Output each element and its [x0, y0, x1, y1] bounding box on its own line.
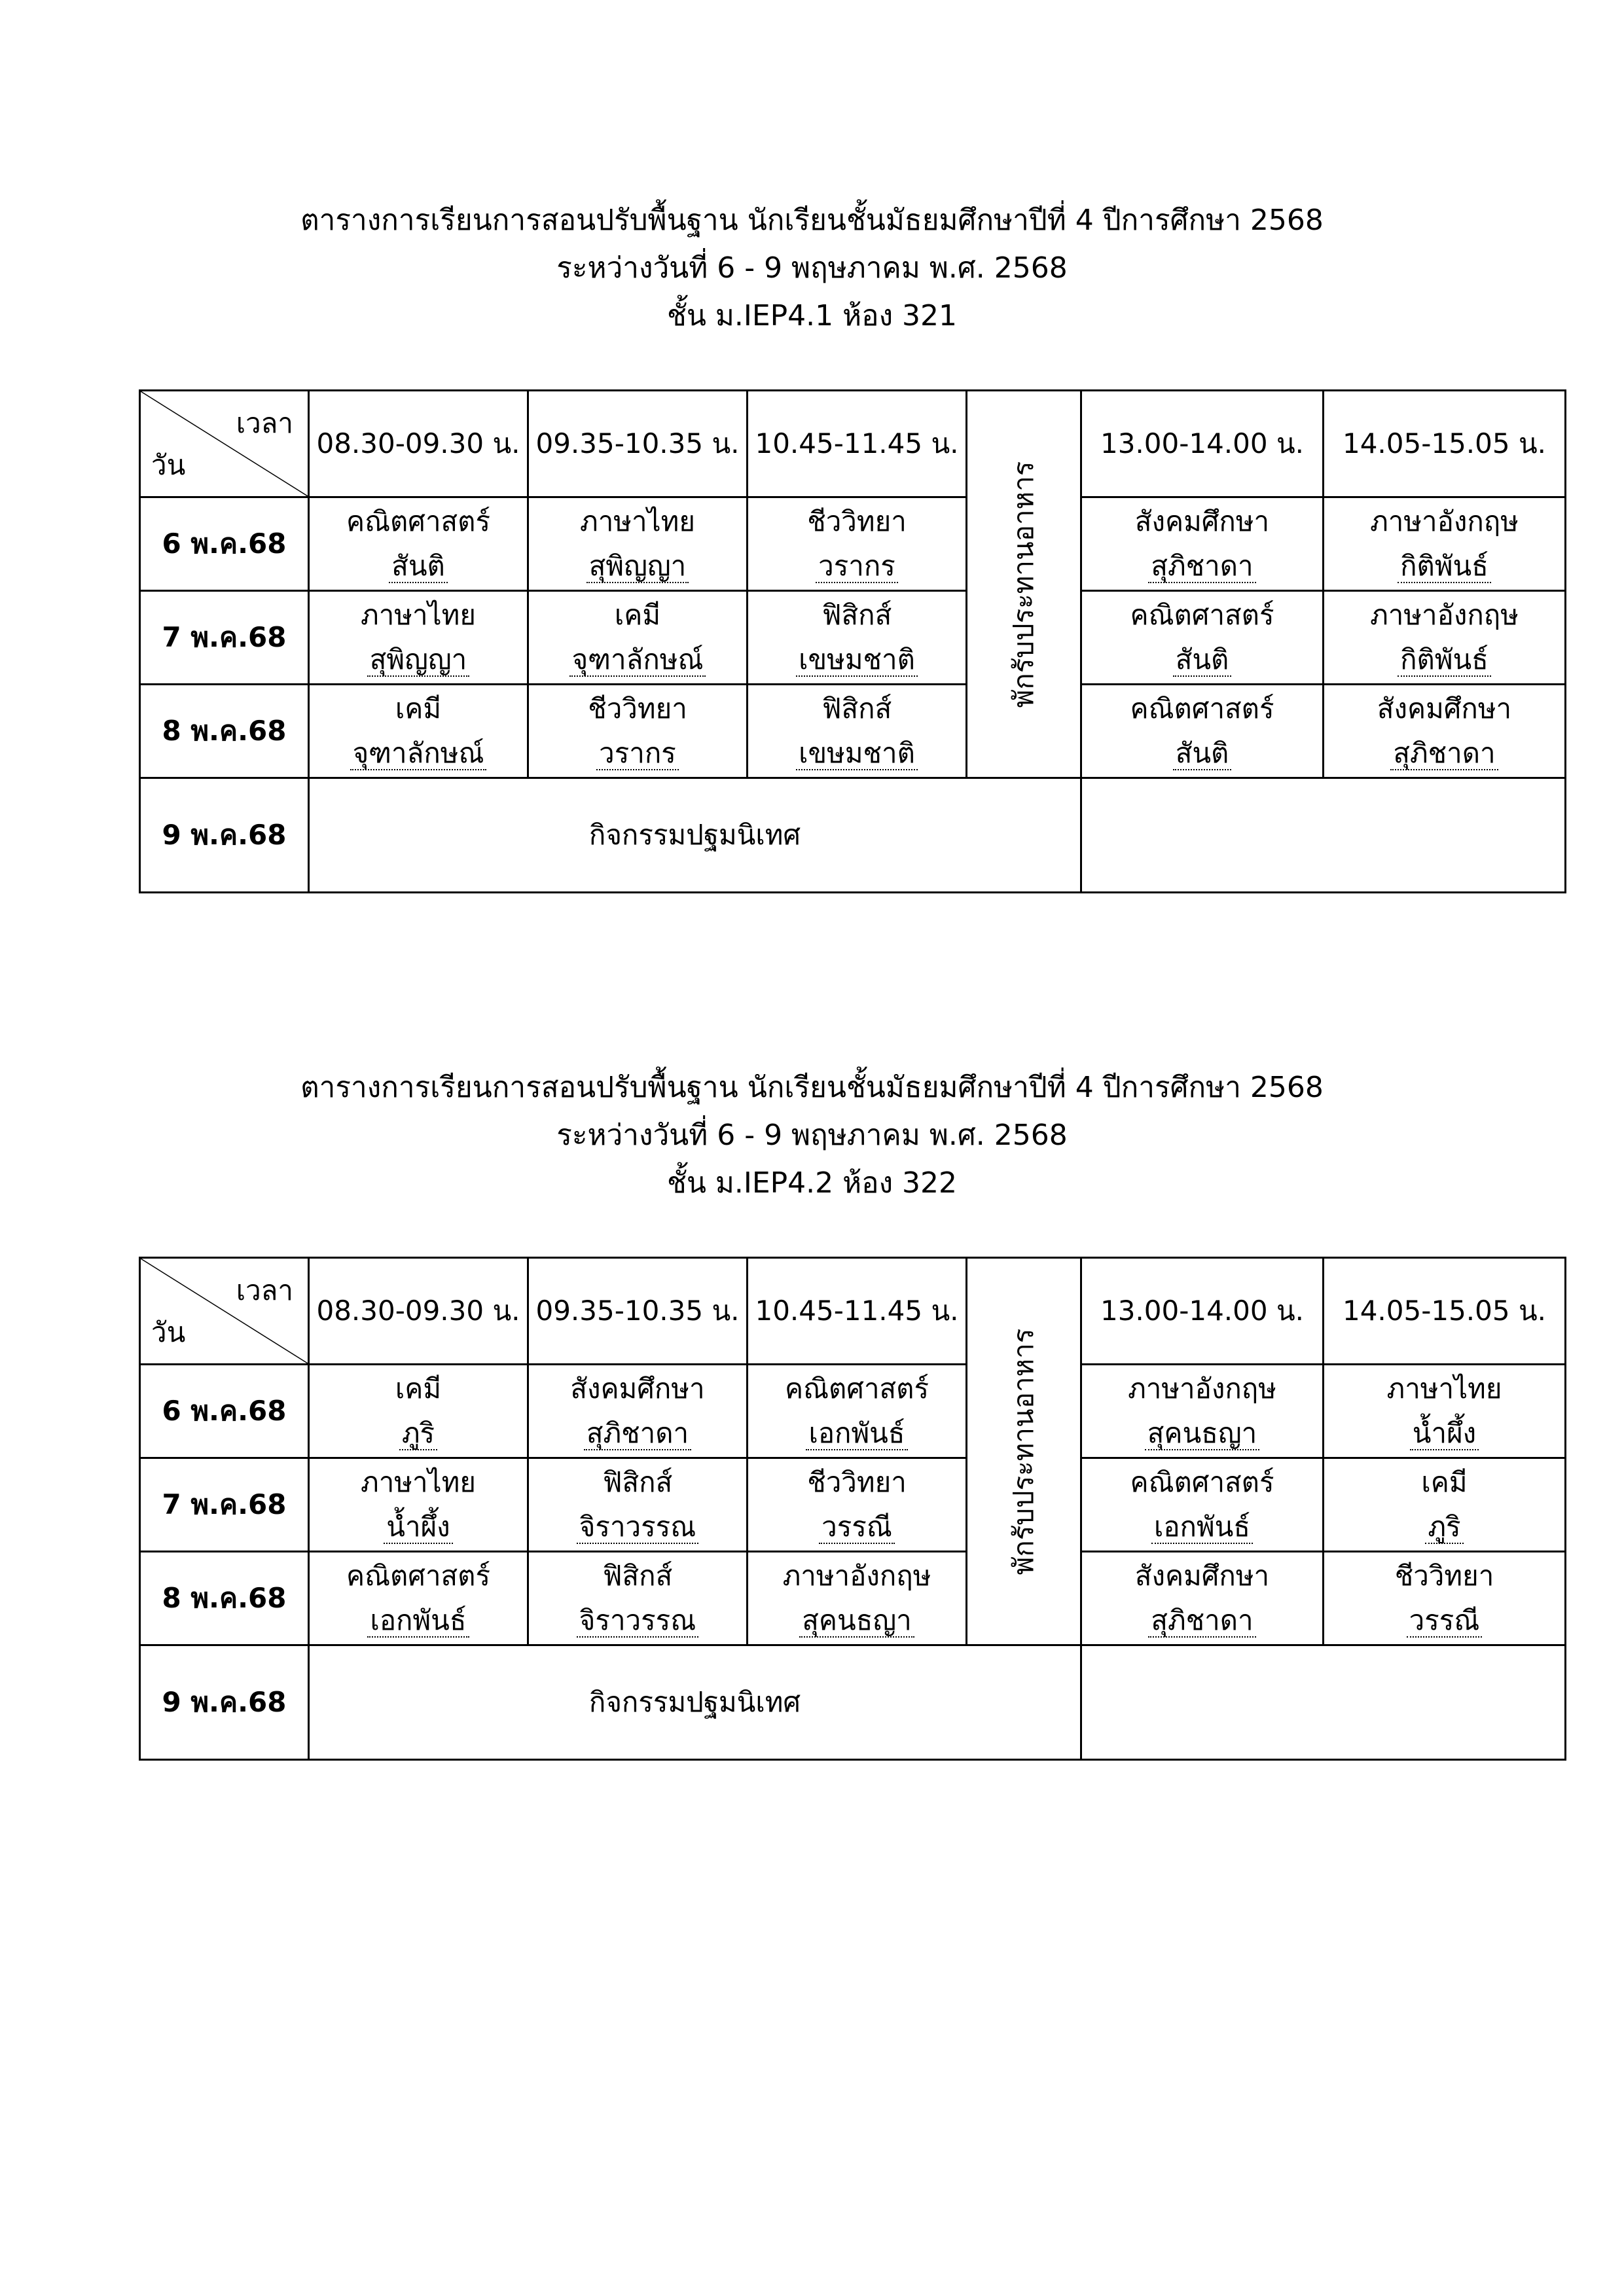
class-cell — [309, 591, 528, 685]
class-cell — [528, 685, 748, 778]
class-cell — [1081, 497, 1324, 591]
teacher: จุฑาลักษณ์ — [569, 643, 706, 677]
teacher: สันติ — [1173, 643, 1232, 677]
day-row — [140, 685, 1566, 778]
subject: ภาษาอังกฤษ — [782, 1560, 931, 1592]
orientation-row — [140, 778, 1566, 893]
subject: สังคมศึกษา — [1134, 1560, 1270, 1592]
subject: สังคมศึกษา — [1377, 692, 1512, 725]
teacher: วรรณี — [1407, 1604, 1483, 1638]
corner-label-day: วัน — [151, 1316, 186, 1348]
schedule-room: ชั้น ม.IEP4.1 ห้อง 321 — [666, 299, 958, 332]
class-cell — [748, 1552, 967, 1645]
teacher: สุพิญญา — [586, 550, 689, 583]
class-cell — [1081, 685, 1324, 778]
subject: ภาษาอังกฤษ — [1370, 599, 1519, 631]
day-row — [140, 591, 1566, 685]
subject: คณิตศาสตร์ — [346, 505, 491, 537]
schedule-title: ตารางการเรียนการสอนปรับพื้นฐาน นักเรียนชั้นมัธยมศึกษาปีที่ 4 ปีการศึกษา 2568 — [300, 204, 1324, 237]
time-slot-header: 13.00-14.00 น. — [1081, 391, 1324, 497]
teacher: จิราวรรณ — [577, 1511, 698, 1544]
class-cell — [1081, 1552, 1324, 1645]
teacher: กิติพันธ์ — [1398, 550, 1491, 583]
subject: เคมี — [1421, 1466, 1468, 1498]
teacher: วรากร — [596, 737, 679, 770]
teacher: น้ำผึ้ง — [384, 1511, 452, 1544]
class-cell — [1081, 1365, 1324, 1458]
subject: ชีววิทยา — [807, 505, 907, 537]
teacher: จิราวรรณ — [577, 1604, 698, 1638]
subject: ฟิสิกส์ — [602, 1560, 673, 1592]
class-cell — [748, 1458, 967, 1552]
subject: เคมี — [395, 1372, 442, 1405]
subject: คณิตศาสตร์ — [1130, 599, 1274, 631]
empty-afternoon-cell — [1081, 1645, 1566, 1760]
class-cell — [528, 497, 748, 591]
teacher: ภูริ — [399, 1417, 437, 1450]
teacher: น้ำผึ้ง — [1410, 1417, 1479, 1450]
corner-cell — [140, 391, 309, 497]
subject: สังคมศึกษา — [1134, 505, 1270, 537]
day-label: 7 พ.ค.68 — [140, 1458, 309, 1552]
teacher: วรรณี — [819, 1511, 895, 1544]
class-cell — [1324, 1365, 1566, 1458]
day-label: 9 พ.ค.68 — [140, 778, 309, 893]
subject: สังคมศึกษา — [570, 1372, 705, 1405]
lunch-break-label: พักรับประทานอาหาร — [1007, 1328, 1039, 1575]
subject: ฟิสิกส์ — [821, 692, 892, 725]
schedule-iep41 — [0, 196, 1624, 851]
day-label: 9 พ.ค.68 — [140, 1645, 309, 1760]
day-row — [140, 497, 1566, 591]
subject: ภาษาไทย — [361, 599, 476, 631]
time-slot-header: 14.05-15.05 น. — [1324, 1258, 1566, 1365]
class-cell — [309, 1552, 528, 1645]
time-slot-header: 13.00-14.00 น. — [1081, 1258, 1324, 1365]
teacher: สุภิชาดา — [1148, 1604, 1255, 1638]
time-slot-header: 14.05-15.05 น. — [1324, 391, 1566, 497]
class-cell — [1324, 1552, 1566, 1645]
class-cell — [528, 1365, 748, 1458]
teacher: สุคนธญา — [799, 1604, 914, 1638]
class-cell — [748, 685, 967, 778]
schedule-heading — [0, 1064, 1624, 1207]
orientation-row — [140, 1645, 1566, 1760]
time-slot-header: 09.35-10.35 น. — [528, 1258, 748, 1365]
subject: ชีววิทยา — [1394, 1560, 1494, 1592]
teacher: เอกพันธ์ — [806, 1417, 907, 1450]
schedule-period: ระหว่างวันที่ 6 - 9 พฤษภาคม พ.ศ. 2568 — [556, 251, 1068, 285]
teacher: วรากร — [816, 550, 898, 583]
class-cell — [1324, 1458, 1566, 1552]
teacher: กิติพันธ์ — [1398, 643, 1491, 677]
class-cell — [309, 1365, 528, 1458]
teacher: ภูริ — [1425, 1511, 1463, 1544]
class-cell — [748, 497, 967, 591]
teacher: สันติ — [389, 550, 448, 583]
teacher: สุภิชาดา — [1390, 737, 1498, 770]
class-cell — [528, 1458, 748, 1552]
subject: ภาษาอังกฤษ — [1370, 505, 1519, 537]
time-slot-header: 08.30-09.30 น. — [309, 391, 528, 497]
class-cell — [748, 591, 967, 685]
subject: ชีววิทยา — [588, 692, 687, 725]
subject: คณิตศาสตร์ — [1130, 692, 1274, 725]
class-cell — [309, 497, 528, 591]
class-cell — [1324, 591, 1566, 685]
subject: คณิตศาสตร์ — [1130, 1466, 1274, 1498]
day-row — [140, 1365, 1566, 1458]
timetable — [139, 389, 1566, 893]
time-slot-header: 08.30-09.30 น. — [309, 1258, 528, 1365]
teacher: เอกพันธ์ — [367, 1604, 469, 1638]
corner-label-time: เวลา — [236, 1274, 293, 1306]
schedule-iep42 — [0, 1064, 1624, 1718]
subject: เคมี — [395, 692, 442, 725]
subject: คณิตศาสตร์ — [784, 1372, 929, 1405]
timetable — [139, 1257, 1566, 1761]
teacher: เขษมชาติ — [796, 737, 918, 770]
schedule-room: ชั้น ม.IEP4.2 ห้อง 322 — [666, 1166, 958, 1200]
corner-cell — [140, 1258, 309, 1365]
subject: คณิตศาสตร์ — [346, 1560, 491, 1592]
time-slot-header: 10.45-11.45 น. — [748, 1258, 967, 1365]
class-cell — [309, 685, 528, 778]
class-cell — [1081, 1458, 1324, 1552]
day-label: 8 พ.ค.68 — [140, 685, 309, 778]
day-row — [140, 1458, 1566, 1552]
timetable-header-row — [140, 391, 1566, 497]
lunch-break-label: พักรับประทานอาหาร — [1007, 461, 1039, 708]
teacher: สันติ — [1173, 737, 1232, 770]
day-label: 8 พ.ค.68 — [140, 1552, 309, 1645]
teacher: สุภิชาดา — [584, 1417, 691, 1450]
class-cell — [1324, 497, 1566, 591]
orientation-activity: กิจกรรมปฐมนิเทศ — [309, 778, 1081, 893]
corner-label-day: วัน — [151, 449, 186, 481]
subject: เคมี — [614, 599, 661, 631]
teacher: สุพิญญา — [367, 643, 469, 677]
corner-label-time: เวลา — [236, 407, 293, 439]
time-slot-header: 10.45-11.45 น. — [748, 391, 967, 497]
teacher: เขษมชาติ — [796, 643, 918, 677]
schedule-period: ระหว่างวันที่ 6 - 9 พฤษภาคม พ.ศ. 2568 — [556, 1119, 1068, 1152]
class-cell — [528, 1552, 748, 1645]
subject: ฟิสิกส์ — [602, 1466, 673, 1498]
subject: ภาษาไทย — [361, 1466, 476, 1498]
timetable-header-row — [140, 1258, 1566, 1365]
schedule-title: ตารางการเรียนการสอนปรับพื้นฐาน นักเรียนชั้นมัธยมศึกษาปีที่ 4 ปีการศึกษา 2568 — [300, 1071, 1324, 1104]
time-slot-header: 09.35-10.35 น. — [528, 391, 748, 497]
day-label: 6 พ.ค.68 — [140, 1365, 309, 1458]
subject: ภาษาไทย — [580, 505, 695, 537]
empty-afternoon-cell — [1081, 778, 1566, 893]
class-cell — [528, 591, 748, 685]
class-cell — [1081, 591, 1324, 685]
teacher: จุฑาลักษณ์ — [350, 737, 487, 770]
class-cell — [1324, 685, 1566, 778]
schedule-heading — [0, 196, 1624, 340]
orientation-activity: กิจกรรมปฐมนิเทศ — [309, 1645, 1081, 1760]
class-cell — [309, 1458, 528, 1552]
teacher: เอกพันธ์ — [1151, 1511, 1253, 1544]
day-label: 6 พ.ค.68 — [140, 497, 309, 591]
lunch-break-cell — [967, 1258, 1081, 1645]
day-label: 7 พ.ค.68 — [140, 591, 309, 685]
teacher: สุคนธญา — [1145, 1417, 1259, 1450]
class-cell — [748, 1365, 967, 1458]
subject: ภาษาอังกฤษ — [1128, 1372, 1276, 1405]
subject: ชีววิทยา — [807, 1466, 907, 1498]
day-row — [140, 1552, 1566, 1645]
subject: ฟิสิกส์ — [821, 599, 892, 631]
lunch-break-cell — [967, 391, 1081, 778]
subject: ภาษาไทย — [1386, 1372, 1502, 1405]
teacher: สุภิชาดา — [1148, 550, 1255, 583]
